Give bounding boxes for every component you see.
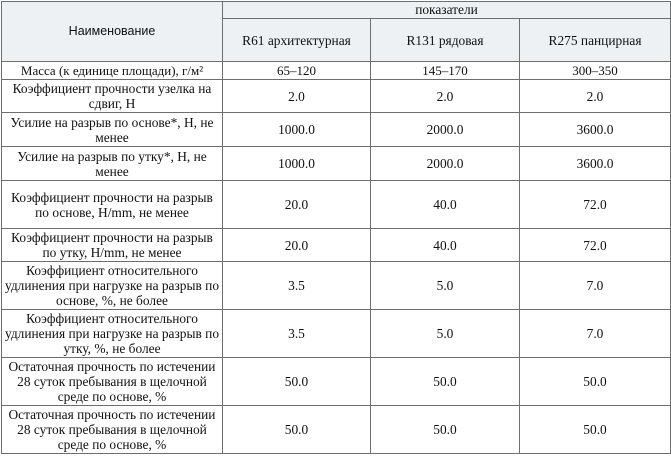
header-col-r131: R131 рядовая bbox=[371, 19, 520, 62]
table-row bbox=[2, 62, 671, 80]
value-cell-r131: 2000.0 bbox=[371, 113, 520, 147]
param-cell: Масса (к единице площади), г/м² bbox=[2, 62, 223, 80]
value-cell-r131: 40.0 bbox=[371, 181, 520, 229]
param-cell: Коэффициент прочности на разрыв по утку, Н/mm, не менее bbox=[2, 229, 223, 262]
value-cell-r61: 3.5 bbox=[223, 310, 371, 358]
value-cell-r61: 2.0 bbox=[223, 80, 371, 113]
value-cell-r275: 2.0 bbox=[520, 80, 671, 113]
header-row-group bbox=[2, 2, 671, 19]
table-row bbox=[2, 406, 671, 454]
table-row bbox=[2, 358, 671, 406]
param-cell: Коэффициент прочности узелка на сдвиг, Н bbox=[2, 80, 223, 113]
table-row bbox=[2, 310, 671, 358]
value-cell-r131: 5.0 bbox=[371, 310, 520, 358]
value-cell-r275: 7.0 bbox=[520, 262, 671, 310]
param-cell: Усилие на разрыв по утку*, Н, не менее bbox=[2, 147, 223, 181]
value-cell-r131: 50.0 bbox=[371, 358, 520, 406]
table-row bbox=[2, 262, 671, 310]
param-cell: Коэффициент относительного удлинения при нагрузке на разрыв по основе, %, не более bbox=[2, 262, 223, 310]
value-cell-r275: 7.0 bbox=[520, 310, 671, 358]
table-row bbox=[2, 113, 671, 147]
value-cell-r275: 50.0 bbox=[520, 406, 671, 454]
value-cell-r131: 5.0 bbox=[371, 262, 520, 310]
param-cell: Остаточная прочность по истечении 28 суток пребывания в щелочной среде по основе, % bbox=[2, 358, 223, 406]
header-group: показатели bbox=[223, 2, 671, 19]
value-cell-r61: 50.0 bbox=[223, 406, 371, 454]
table-row bbox=[2, 229, 671, 262]
spec-table bbox=[1, 1, 671, 454]
table-row bbox=[2, 147, 671, 181]
param-cell: Остаточная прочность по истечении 28 суток пребывания в щелочной среде по основе, % bbox=[2, 406, 223, 454]
value-cell-r275: 50.0 bbox=[520, 358, 671, 406]
value-cell-r275: 3600.0 bbox=[520, 113, 671, 147]
value-cell-r275: 72.0 bbox=[520, 229, 671, 262]
value-cell-r275: 3600.0 bbox=[520, 147, 671, 181]
header-col-r61: R61 архитектурная bbox=[223, 19, 371, 62]
value-cell-r61: 50.0 bbox=[223, 358, 371, 406]
param-cell: Коэффициент относительного удлинения при нагрузке на разрыв по утку, %, не более bbox=[2, 310, 223, 358]
param-cell: Усилие на разрыв по основе*, Н, не менее bbox=[2, 113, 223, 147]
param-cell: Коэффициент прочности на разрыв по основе, Н/mm, не менее bbox=[2, 181, 223, 229]
value-cell-r275: 72.0 bbox=[520, 181, 671, 229]
value-cell-r61: 1000.0 bbox=[223, 147, 371, 181]
table-row bbox=[2, 181, 671, 229]
value-cell-r131: 40.0 bbox=[371, 229, 520, 262]
value-cell-r61: 20.0 bbox=[223, 229, 371, 262]
value-cell-r61: 3.5 bbox=[223, 262, 371, 310]
header-col-r275: R275 панцирная bbox=[520, 19, 671, 62]
value-cell-r61: 20.0 bbox=[223, 181, 371, 229]
value-cell-r61: 65–120 bbox=[223, 62, 371, 80]
value-cell-r131: 2000.0 bbox=[371, 147, 520, 181]
value-cell-r275: 300–350 bbox=[520, 62, 671, 80]
table-row bbox=[2, 80, 671, 113]
value-cell-r131: 50.0 bbox=[371, 406, 520, 454]
value-cell-r131: 2.0 bbox=[371, 80, 520, 113]
value-cell-r61: 1000.0 bbox=[223, 113, 371, 147]
header-name: Наименование bbox=[2, 2, 223, 62]
value-cell-r131: 145–170 bbox=[371, 62, 520, 80]
